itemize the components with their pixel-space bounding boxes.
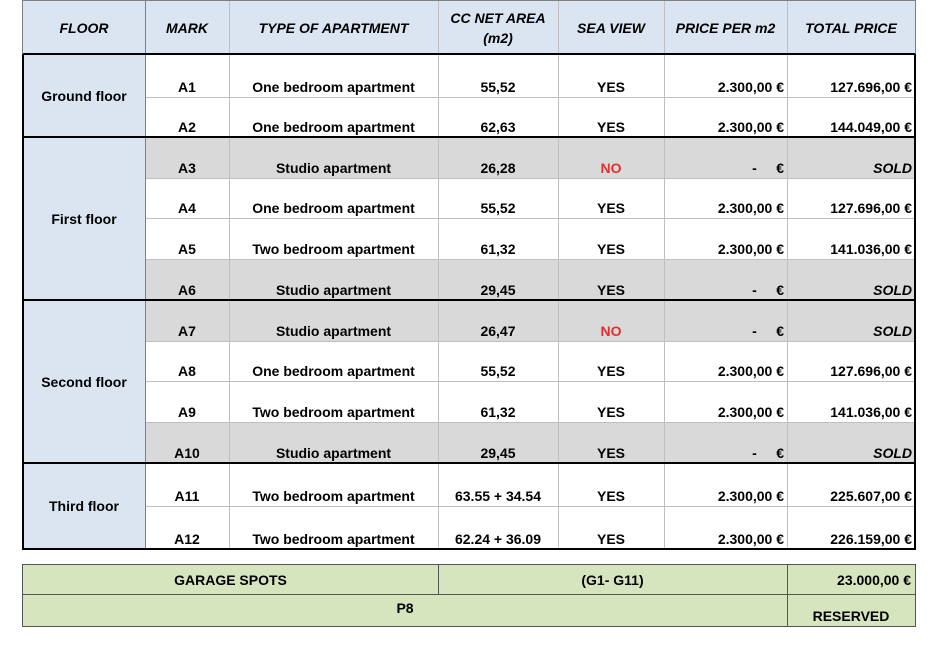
total-price-cell: 127.696,00 € <box>830 200 912 216</box>
col-line <box>229 1 230 549</box>
price-m2-cell: 2.300,00 € <box>717 79 784 95</box>
header-area-line2: (m2) <box>483 29 513 46</box>
area-cell: 63.55 + 34.54 <box>454 488 542 504</box>
sea-view-cell: YES <box>596 241 625 257</box>
area-cell: 26,47 <box>438 300 558 341</box>
p8-status: RESERVED <box>787 594 915 626</box>
type-cell: Studio apartment <box>229 137 438 178</box>
header-floor: FLOOR <box>23 1 145 54</box>
mark-cell: A2 <box>178 119 196 135</box>
mark-cell: A1 <box>178 79 196 95</box>
mark-cell: A9 <box>178 404 196 420</box>
price-m2-cell: 2.300,00 € <box>717 363 784 379</box>
mark-cell: A12 <box>174 531 200 547</box>
header-area <box>438 1 558 54</box>
price-m2-cell: 2.300,00 € <box>717 119 784 135</box>
mark-cell: A8 <box>178 363 196 379</box>
price-m2-cell: 2.300,00 € <box>717 404 784 420</box>
type-cell: One bedroom apartment <box>252 119 415 135</box>
type-cell: One bedroom apartment <box>252 363 415 379</box>
header-area-line1: CC NET AREA <box>450 9 546 26</box>
row-separator <box>145 259 915 260</box>
header-sea-view: SEA VIEW <box>558 1 664 54</box>
sea-view-cell: YES <box>596 200 625 216</box>
type-cell: One bedroom apartment <box>252 200 415 216</box>
garage-border <box>438 564 439 594</box>
area-cell: 29,45 <box>438 259 558 300</box>
total-price-cell: 127.696,00 € <box>830 79 912 95</box>
garage-border <box>22 564 916 565</box>
type-cell: Two bedroom apartment <box>252 241 415 257</box>
header-border <box>23 53 915 55</box>
price-m2-cell: 2.300,00 € <box>717 200 784 216</box>
type-cell: Two bedroom apartment <box>252 531 415 547</box>
floor-ground: Ground floor <box>23 55 145 137</box>
price-m2-cell: - € <box>664 259 787 300</box>
total-price-cell: SOLD <box>787 137 915 178</box>
garage-border <box>22 626 916 627</box>
total-price-cell: 141.036,00 € <box>830 241 912 257</box>
row-separator <box>145 178 915 179</box>
header-right-border <box>915 1 916 54</box>
sea-view-cell: NO <box>558 137 664 178</box>
sea-view-cell: YES <box>596 363 625 379</box>
total-price-cell: 144.049,00 € <box>830 119 912 135</box>
total-price-cell: SOLD <box>787 422 915 463</box>
floor-first: First floor <box>23 137 145 300</box>
mark-cell: A10 <box>145 422 229 463</box>
header-type: TYPE OF APARTMENT <box>229 1 438 54</box>
sea-view-cell: YES <box>596 531 625 547</box>
table-bottom-border <box>22 548 916 550</box>
sea-view-cell: YES <box>596 119 625 135</box>
type-cell: Studio apartment <box>229 259 438 300</box>
garage-border <box>915 564 916 627</box>
mark-cell: A3 <box>145 137 229 178</box>
area-cell: 62,63 <box>480 119 516 135</box>
garage-spots: (G1- G11) <box>438 565 787 594</box>
row-separator <box>145 218 915 219</box>
mark-cell: A6 <box>145 259 229 300</box>
mark-cell: A11 <box>174 488 200 504</box>
mark-cell: A5 <box>178 241 196 257</box>
type-cell: Studio apartment <box>229 422 438 463</box>
total-price-cell: 225.607,00 € <box>830 488 912 504</box>
row-separator <box>145 97 915 98</box>
type-cell: Two bedroom apartment <box>252 404 415 420</box>
header-mark: MARK <box>145 1 229 54</box>
sea-view-cell: YES <box>558 422 664 463</box>
area-cell: 55,52 <box>480 79 516 95</box>
price-m2-cell: 2.300,00 € <box>717 531 784 547</box>
floor-second: Second floor <box>23 300 145 463</box>
total-price-cell: 127.696,00 € <box>830 363 912 379</box>
sea-view-cell: YES <box>596 79 625 95</box>
header-top-border <box>22 0 916 1</box>
table-left-border <box>22 54 24 550</box>
p8-label: P8 <box>23 594 787 626</box>
row-separator <box>145 341 915 342</box>
price-m2-cell: - € <box>664 422 787 463</box>
sea-view-cell: YES <box>558 259 664 300</box>
area-cell: 26,28 <box>438 137 558 178</box>
sea-view-cell: YES <box>596 488 625 504</box>
area-cell: 55,52 <box>480 200 516 216</box>
area-cell: 29,45 <box>438 422 558 463</box>
area-cell: 62.24 + 36.09 <box>454 531 542 547</box>
garage-border <box>22 564 23 627</box>
price-m2-cell: - € <box>664 300 787 341</box>
floor-separator <box>23 462 915 464</box>
type-cell: Studio apartment <box>229 300 438 341</box>
area-cell: 61,32 <box>480 241 516 257</box>
total-price-cell: SOLD <box>787 259 915 300</box>
floor-third: Third floor <box>23 463 145 549</box>
row-separator <box>145 422 915 423</box>
row-separator <box>145 506 915 507</box>
garage-border <box>787 564 788 627</box>
total-price-cell: 141.036,00 € <box>830 404 912 420</box>
price-m2-cell: - € <box>664 137 787 178</box>
type-cell: One bedroom apartment <box>252 79 415 95</box>
sea-view-cell: NO <box>558 300 664 341</box>
price-m2-cell: 2.300,00 € <box>717 241 784 257</box>
col-line <box>145 1 146 549</box>
table-right-border <box>914 54 916 550</box>
header-left-border <box>22 1 23 54</box>
type-cell: Two bedroom apartment <box>252 488 415 504</box>
col-line <box>664 1 665 549</box>
col-line <box>438 1 439 549</box>
mark-cell: A7 <box>145 300 229 341</box>
row-separator <box>145 381 915 382</box>
header-total: TOTAL PRICE <box>787 1 915 54</box>
garage-border <box>22 594 916 595</box>
price-m2-cell: 2.300,00 € <box>717 488 784 504</box>
floor-separator <box>23 136 915 138</box>
col-line <box>558 1 559 549</box>
total-price-cell: 226.159,00 € <box>830 531 912 547</box>
header-price-m2: PRICE PER m2 <box>664 1 787 54</box>
mark-cell: A4 <box>178 200 196 216</box>
total-price-cell: SOLD <box>787 300 915 341</box>
garage-label: GARAGE SPOTS <box>23 565 438 594</box>
sea-view-cell: YES <box>596 404 625 420</box>
floor-separator <box>23 299 915 301</box>
col-line <box>787 1 788 549</box>
area-cell: 55,52 <box>480 363 516 379</box>
garage-price: 23.000,00 € <box>787 565 915 594</box>
area-cell: 61,32 <box>480 404 516 420</box>
